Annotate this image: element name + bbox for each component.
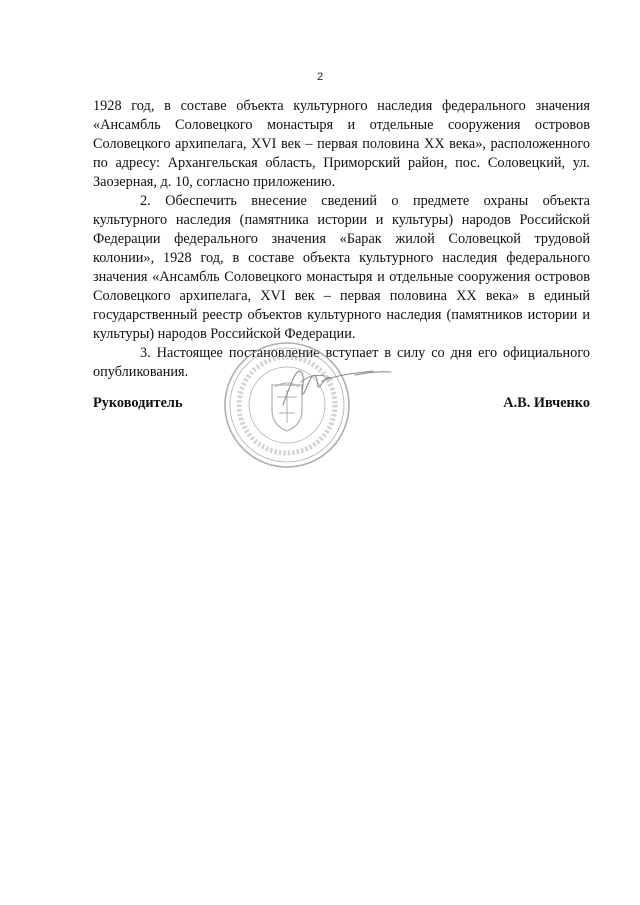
paragraph-2: 2. Обеспечить внесение сведений о предмете охраны объекта культурного наследия (памятника истории и культуры) народов Российской Федерации федерального значения «Барак жилой Соловецкой трудовой колонии», 1928 год, в составе объекта культурного наследия федерального значения «Ансамбль Соловецкого монастыря и отдельные сооружения островов Соловецкого архипелага, XVI век – первая половина XX века» в единый государственный реестр объектов культурного наследия (памятников истории и культуры) народов Российской Федерации. — [93, 193, 590, 342]
paragraph-3: 3. Настоящее постановление вступает в силу со дня его официального опубликования. — [93, 345, 590, 380]
signatory-title: Руководитель — [93, 395, 183, 411]
paragraph-1: 1928 год, в составе объекта культурного наследия федерального значения «Ансамбль Соловецкого монастыря и отдельные сооружения островов Соловецкого архипелага, XVI век – первая половина XX века», расположенного по адресу: Архангельская область, Приморский район, пос. Соловецкий, ул. Заозерная, д. 10, согласно приложению. — [93, 98, 590, 190]
signatory-name: А.В. Ивченко — [503, 395, 590, 411]
signature-block — [93, 395, 590, 415]
page-number: 2 — [316, 71, 324, 83]
